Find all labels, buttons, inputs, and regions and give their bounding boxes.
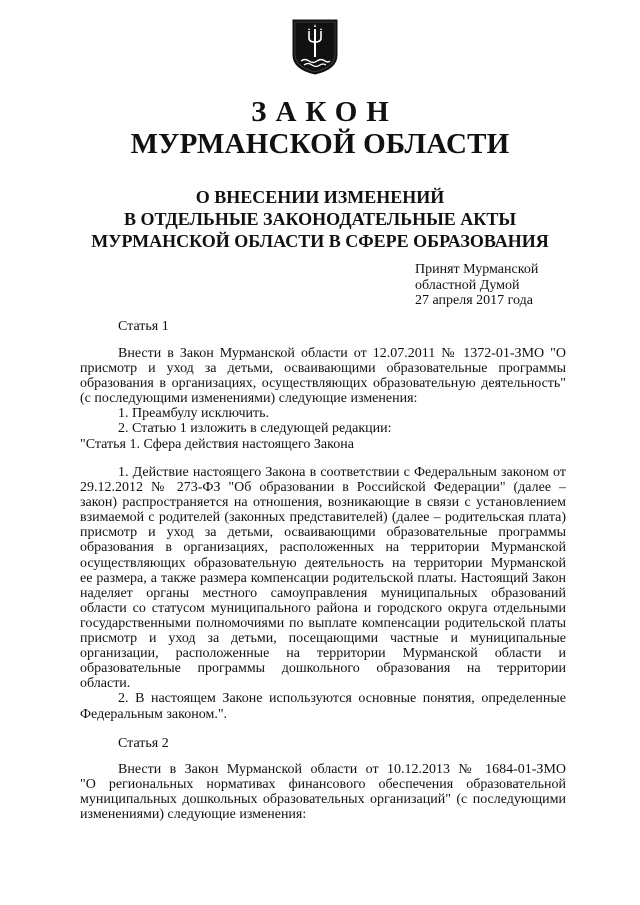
law-title-word: ЗАКОН xyxy=(251,96,398,128)
quoted-heading: "Статья 1. Сфера действия настоящего Закона xyxy=(80,436,354,452)
paragraph-line: муниципальных дошкольных образовательных организаций" (с последующими xyxy=(80,792,566,808)
paragraph-line: ее размера, а также размера компенсации родительской платы. Настоящий Закон xyxy=(80,570,566,586)
adoption-note xyxy=(415,262,538,309)
subtitle-line: МУРМАНСКОЙ ОБЛАСТИ В СФЕРЕ ОБРАЗОВАНИЯ xyxy=(91,231,549,251)
paragraph-line: закон) распространяется на отношения, возникающие в связи с установлением xyxy=(80,495,566,511)
paragraph-line: образования в организациях, расположенных на территории Мурманской xyxy=(80,540,566,556)
paragraph-line: взимаемой с родителей (законных представителей) (далее – родительская плата) xyxy=(80,510,566,526)
paragraph-line: Федеральным законом.". xyxy=(80,706,228,722)
article-2-heading: Статья 2 xyxy=(118,736,169,751)
paragraph-line: области. xyxy=(80,676,131,692)
paragraph-line: организации, расположенные на территории Мурманской области и xyxy=(80,646,566,662)
subtitle-line: В ОТДЕЛЬНЫЕ ЗАКОНОДАТЕЛЬНЫЕ АКТЫ xyxy=(123,209,517,229)
paragraph-line: присмотр и уход за детьми, посещающими частные и муниципальные xyxy=(80,631,566,647)
paragraph-line: 29.12.2012 № 273-ФЗ "Об образовании в Российской Федерации" (далее – xyxy=(80,480,566,496)
paragraph-line: образовательные программы дошкольного образования на территории xyxy=(80,661,566,677)
paragraph-line: осуществляющих образовательную деятельность на территории Мурманской xyxy=(80,555,566,571)
paragraph-line: (с последующими изменениями) следующие изменения: xyxy=(80,391,418,407)
paragraph-line: присмотр и уход за детьми, осваивающими образовательные программы xyxy=(80,361,566,377)
list-item: 2. Статью 1 изложить в следующей редакции: xyxy=(118,421,392,437)
adoption-line: областной Думой xyxy=(415,277,520,293)
paragraph-line: "О региональных нормативах финансового обеспечения образовательной xyxy=(80,777,566,793)
paragraph-line: изменениями) следующие изменения: xyxy=(80,807,307,823)
paragraph-line: присмотр и уход за детьми, осваивающими образовательные программы xyxy=(80,525,566,541)
paragraph-line: Внести в Закон Мурманской области от 12.07.2011 № 1372-01-ЗМО "О xyxy=(118,346,566,361)
paragraph-line: наделяет органы местного самоуправления муниципальных образований xyxy=(80,585,566,601)
list-item: 1. Преамбулу исключить. xyxy=(118,406,269,422)
paragraph-line: области со статусом муниципального района и городского округа отдельными xyxy=(80,600,566,616)
law-subtitle xyxy=(0,186,640,252)
law-title-region: МУРМАНСКОЙ ОБЛАСТИ xyxy=(130,128,510,160)
paragraph-line: государственными полномочиями по выплате компенсации родительской платы xyxy=(80,615,566,631)
article-1-amendment-text xyxy=(80,465,566,722)
paragraph-line: Внести в Закон Мурманской области от 10.12.2013 № 1684-01-ЗМО xyxy=(118,762,566,777)
murmansk-coat-of-arms-icon xyxy=(292,19,338,75)
paragraph-line: образования в организациях, осуществляющих образовательную деятельность" xyxy=(80,376,566,392)
subtitle-line: О ВНЕСЕНИИ ИЗМЕНЕНИЙ xyxy=(195,187,445,207)
article-2-intro xyxy=(80,762,566,822)
paragraph-line: 2. В настоящем Законе используются основные понятия, определенные xyxy=(118,691,566,707)
adoption-line: Принят Мурманской xyxy=(415,262,539,277)
article-1-heading: Статья 1 xyxy=(118,319,169,334)
article-1-intro xyxy=(80,346,566,452)
adoption-date: 27 апреля 2017 года xyxy=(415,293,533,308)
paragraph-line: 1. Действие настоящего Закона в соответствии с Федеральным законом от xyxy=(118,465,566,480)
